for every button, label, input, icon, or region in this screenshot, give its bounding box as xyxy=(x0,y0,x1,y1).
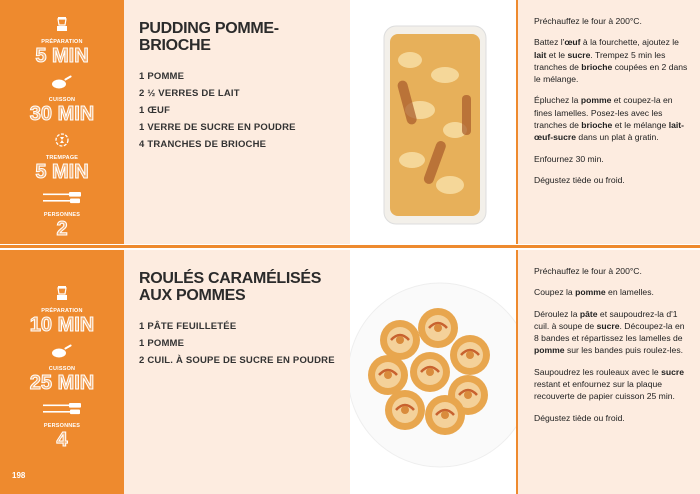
ingredient-item: 1 VERRE DE SUCRE EN POUDRE xyxy=(139,122,296,133)
roll-mark xyxy=(450,335,490,375)
meta-value: 5 MIN xyxy=(35,161,89,183)
step-paragraph: Coupez la pomme en lamelles. xyxy=(534,287,654,298)
page-number: 198 xyxy=(12,471,26,480)
meta-personnes xyxy=(0,402,124,451)
blender-icon xyxy=(0,286,124,305)
roll-mark xyxy=(410,352,450,392)
highlighted-ingredient: sucre xyxy=(661,366,685,377)
pudding-photo-illustration xyxy=(350,0,516,244)
meta-label: CUISSON xyxy=(48,97,76,103)
recipe-meta-sidebar xyxy=(0,0,124,244)
step-paragraph: Préchauffez le four à 200°C. xyxy=(534,16,642,26)
meta-value: 30 MIN xyxy=(29,103,95,125)
roll-mark xyxy=(380,320,420,360)
highlighted-ingredient: pomme xyxy=(575,287,606,298)
step-paragraph: Saupoudrez les rouleaux avec le sucre restant et enfournez sur la plaque recouverte de papier cuisson 25 min. xyxy=(534,366,685,402)
meta-value: 5 MIN xyxy=(35,45,89,67)
ingredient-item: 1 PÂTE FEUILLETÉE xyxy=(139,321,237,332)
ingredients-list xyxy=(139,68,335,153)
section-divider xyxy=(0,245,700,248)
meta-value: 2 xyxy=(56,218,68,240)
meta-label: PERSONNES xyxy=(43,423,81,429)
meta-preparation xyxy=(0,17,124,67)
meta-label: PRÉPARATION xyxy=(41,39,83,45)
ingredient-item: 2 CUIL. À SOUPE DE SUCRE EN POUDRE xyxy=(139,355,335,366)
ingredient-item: 1 POMME xyxy=(139,338,185,349)
roll-mark xyxy=(368,355,408,395)
meta-value: 25 MIN xyxy=(29,372,95,394)
recipe-title: ROULÉS CARAMÉLISÉS AUX POMMES xyxy=(139,270,322,304)
meta-value: 4 xyxy=(56,429,68,451)
roll-mark xyxy=(418,308,458,348)
ingredient-item: 1 POMME xyxy=(139,71,185,82)
pan-icon xyxy=(0,344,124,363)
ingredient-item: 2 ½ VERRES DE LAIT xyxy=(139,88,240,99)
meta-value: 10 MIN xyxy=(29,314,95,336)
meta-cuisson xyxy=(0,344,124,394)
ingredient-item: 1 ŒUF xyxy=(139,105,171,116)
highlighted-ingredient: lait xyxy=(534,49,547,60)
highlighted-ingredient: œuf xyxy=(564,37,581,48)
blender-icon xyxy=(0,17,124,36)
meta-preparation xyxy=(0,286,124,336)
roules-photo-illustration xyxy=(350,250,516,494)
meta-personnes xyxy=(0,191,124,240)
highlighted-ingredient: brioche xyxy=(581,61,613,72)
highlighted-ingredient: lait-œuf-sucre xyxy=(534,120,684,143)
ingredients-list xyxy=(139,318,335,369)
recipe-meta-sidebar xyxy=(0,250,124,494)
cutlery-icon xyxy=(0,191,124,209)
ingredient-item: 4 TRANCHES DE BRIOCHE xyxy=(139,139,267,150)
roll-mark xyxy=(425,395,465,435)
highlighted-ingredient: pomme xyxy=(580,95,612,106)
step-paragraph: Enfournez 30 min. xyxy=(534,153,604,164)
step-paragraph: Épluchez la pomme et coupez-la en fines lamelles. Posez-les avec les tranches de brioche et le mélange lait-œuf-sucre dans un plat à gratin. xyxy=(534,95,684,143)
pan-icon xyxy=(0,75,124,94)
recipe-photo xyxy=(350,0,516,244)
meta-label: CUISSON xyxy=(48,366,76,372)
timer-icon xyxy=(0,133,124,152)
recipe-steps xyxy=(516,250,700,494)
recipe-steps xyxy=(516,0,700,244)
recipe-ingredients-panel xyxy=(124,250,350,494)
step-paragraph: Déroulez la pâte et saupoudrez-la d'1 cuil. à soupe de sucre. Découpez-la en 8 bandes et répartissez les lamelles de pomme sur les bandes puis roulez-les. xyxy=(534,308,685,356)
recipe-title: PUDDING POMME-BRIOCHE xyxy=(139,20,279,54)
step-paragraph: Dégustez tiède ou froid. xyxy=(534,412,625,423)
step-paragraph: Battez l'œuf à la fourchette, ajoutez le lait et le sucre. Trempez 5 min les tranches de brioche coupées en 2 dans le mélange. xyxy=(534,37,688,85)
meta-label: PERSONNES xyxy=(43,212,81,218)
highlighted-ingredient: pomme xyxy=(534,345,565,356)
cutlery-icon xyxy=(0,402,124,420)
highlighted-ingredient: sucre xyxy=(596,320,620,331)
step-paragraph: Dégustez tiède ou froid. xyxy=(534,174,625,185)
step-paragraph: Préchauffez le four à 200°C. xyxy=(534,266,642,276)
meta-label: TREMPAGE xyxy=(45,155,79,161)
highlighted-ingredient: sucre xyxy=(567,49,591,60)
recipe-ingredients-panel xyxy=(124,0,350,244)
recipe-roules xyxy=(0,250,700,494)
meta-trempage xyxy=(0,133,124,183)
meta-label: PRÉPARATION xyxy=(41,308,83,314)
meta-cuisson xyxy=(0,75,124,125)
recipe-pudding xyxy=(0,0,700,244)
highlighted-ingredient: pâte xyxy=(579,308,598,319)
recipe-photo xyxy=(350,250,516,494)
roll-mark xyxy=(385,390,425,430)
highlighted-ingredient: brioche xyxy=(581,120,613,131)
